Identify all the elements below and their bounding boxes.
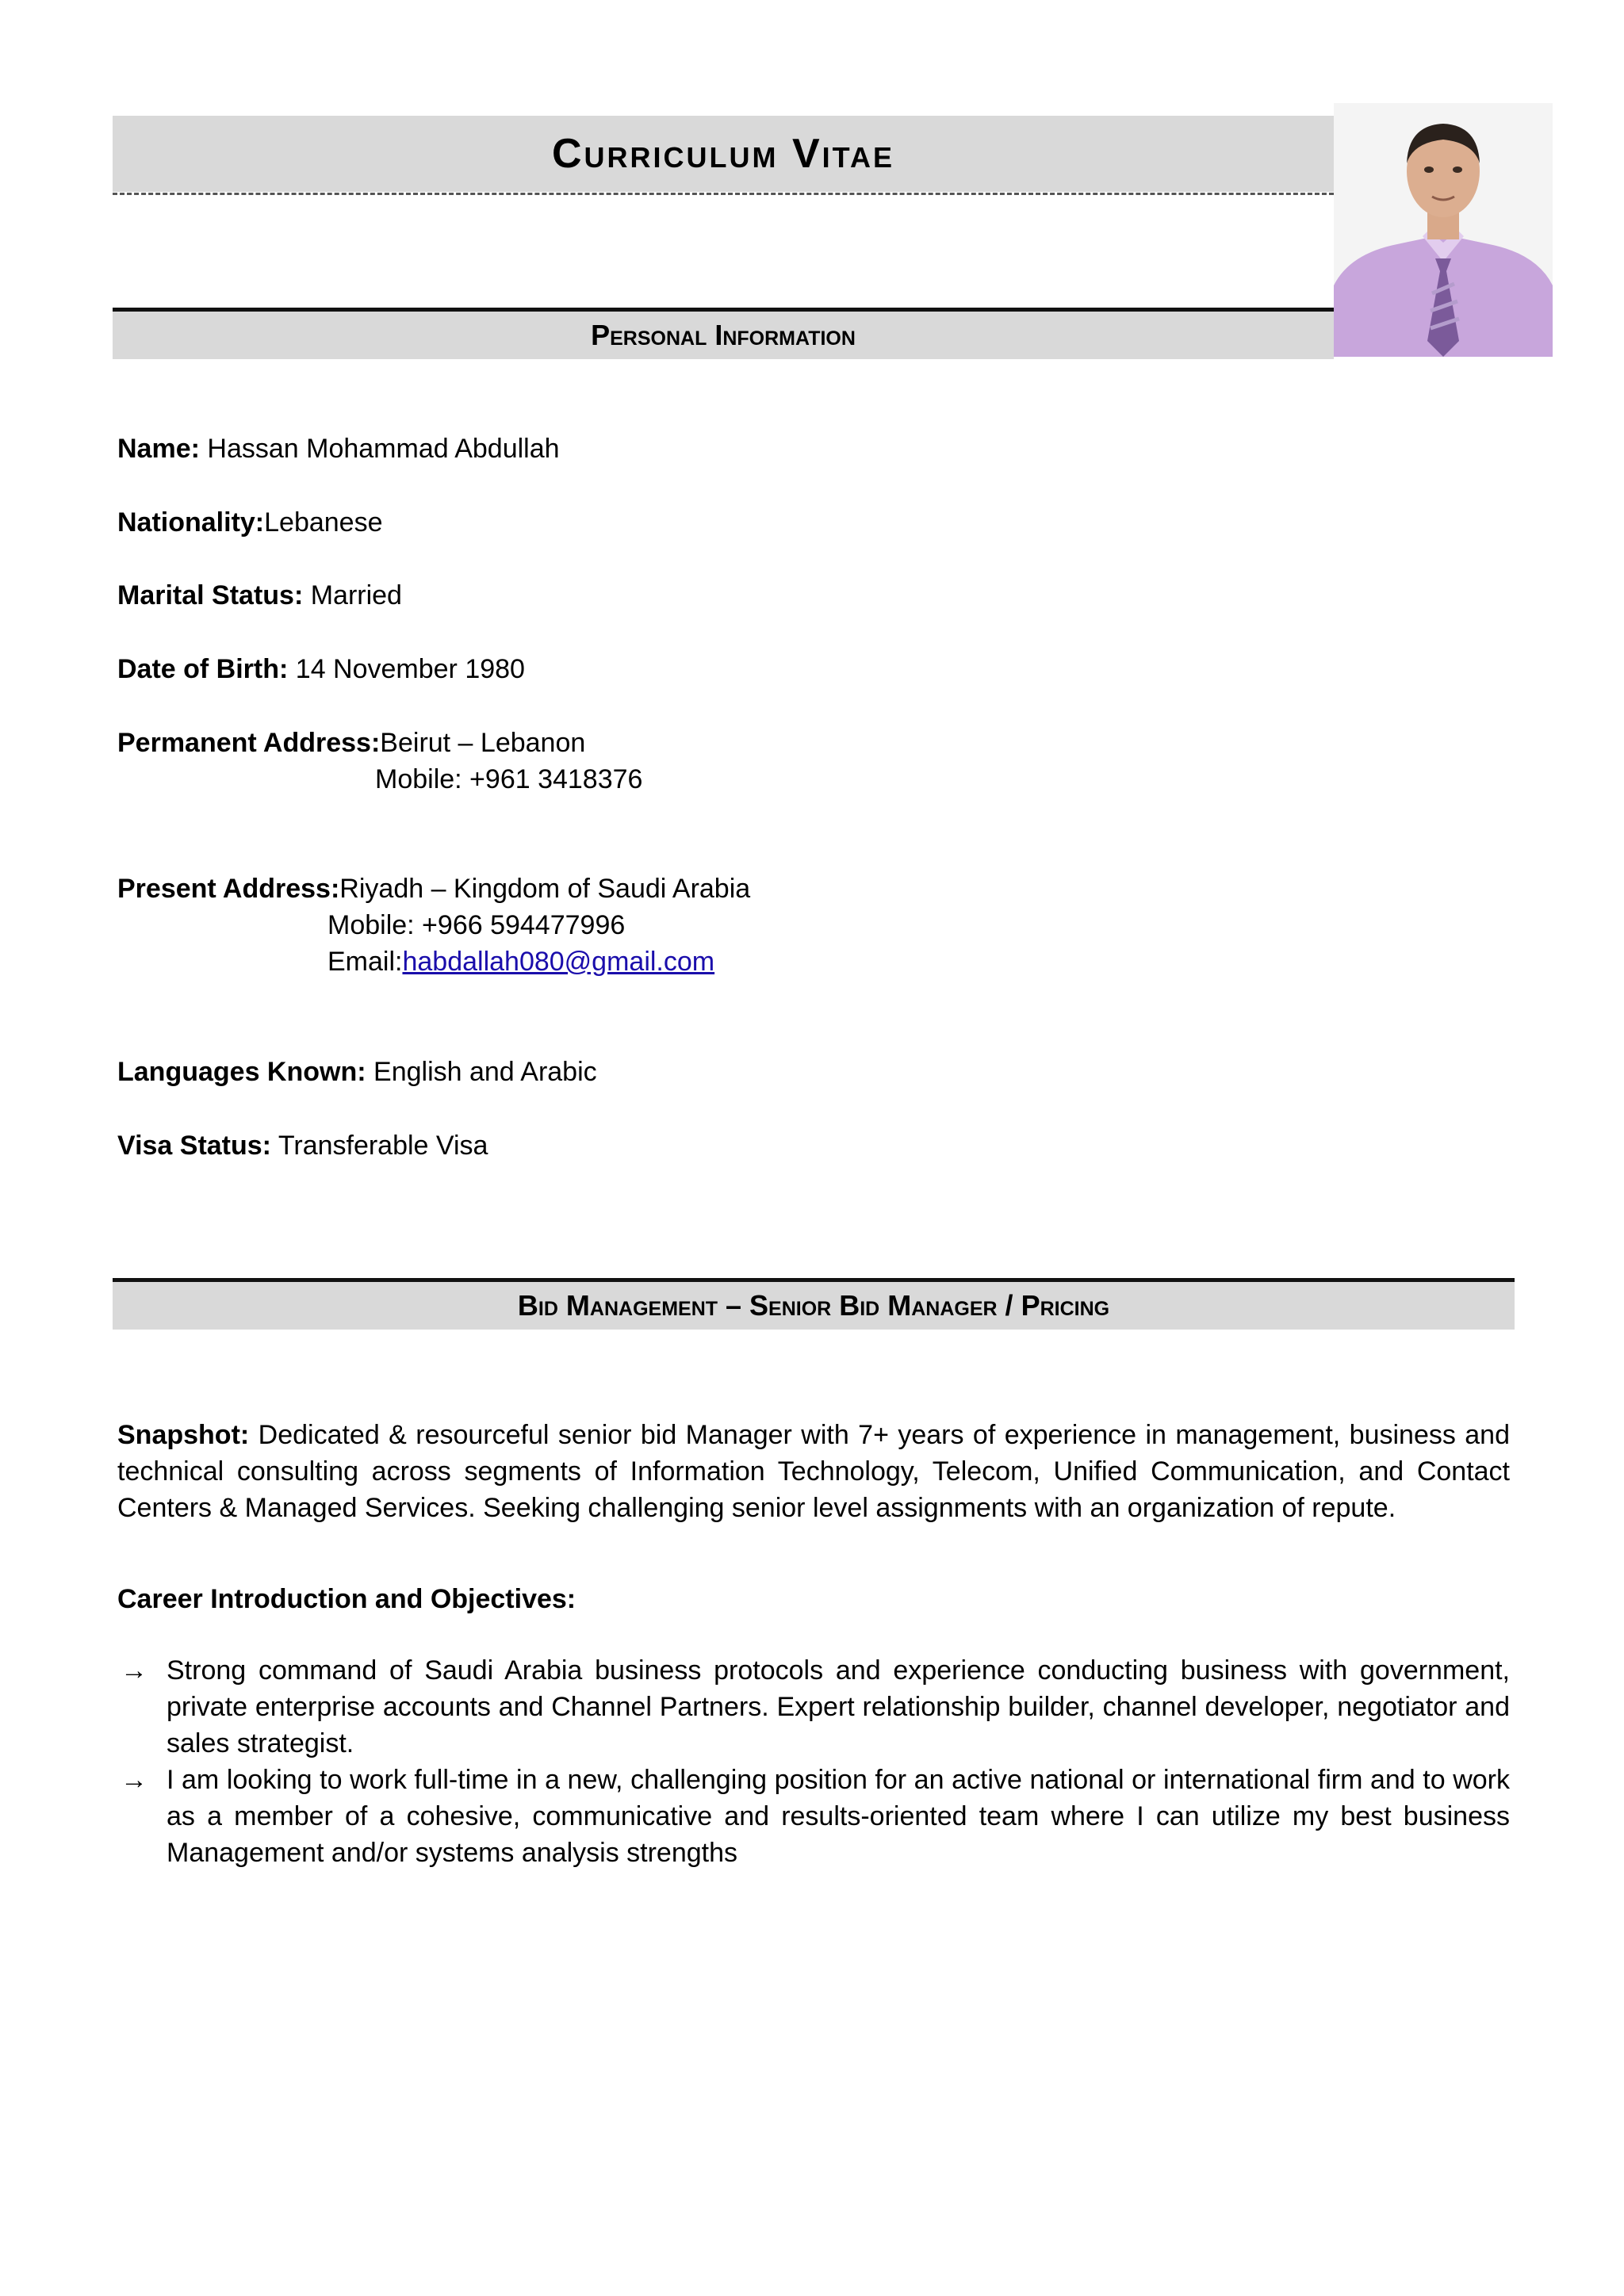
nationality-value: Lebanese — [264, 507, 383, 538]
permanent-address-value: Beirut – Lebanon — [380, 728, 586, 758]
objectives-list — [117, 1652, 1510, 1871]
email-link[interactable]: habdallah080@gmail.com — [402, 947, 715, 977]
title-divider — [113, 193, 1334, 195]
dob-label: Date of Birth: — [117, 654, 289, 684]
section-bid-management — [113, 1278, 1515, 1330]
present-address-value: Riyadh – Kingdom of Saudi Arabia — [339, 874, 751, 904]
permanent-address-row — [117, 725, 585, 761]
email-prefix: Email: — [327, 947, 403, 977]
career-heading — [117, 1581, 576, 1617]
page-title: Curriculum Vitae — [552, 131, 894, 177]
visa-row — [117, 1127, 488, 1164]
section-title: Bid Management – Senior Bid Manager / Pricing — [517, 1289, 1110, 1322]
visa-value: Transferable Visa — [278, 1131, 488, 1161]
profile-photo — [1334, 103, 1553, 357]
list-item — [117, 1762, 1510, 1871]
present-address-row — [117, 871, 750, 907]
dob-row — [117, 651, 525, 687]
nationality-row — [117, 504, 383, 541]
present-mobile: Mobile: +966 594477996 — [327, 910, 626, 940]
snapshot-label: Snapshot: — [117, 1420, 250, 1450]
permanent-mobile: Mobile: +961 3418376 — [375, 764, 643, 794]
name-value: Hassan Mohammad Abdullah — [207, 434, 560, 464]
name-label: Name: — [117, 434, 200, 464]
languages-row — [117, 1054, 597, 1090]
marital-row — [117, 577, 402, 614]
list-item-text: Strong command of Saudi Arabia business protocols and experience conducting business with government, private enterprise accounts and Channel Partners. Expert relationship builder, channel developer, negotiator and sales strategist. — [167, 1655, 1510, 1758]
languages-label: Languages Known: — [117, 1057, 366, 1087]
portrait-image — [1334, 103, 1553, 357]
list-item — [117, 1652, 1510, 1762]
snapshot-paragraph — [117, 1417, 1510, 1526]
marital-label: Marital Status: — [117, 580, 304, 610]
languages-value: English and Arabic — [373, 1057, 597, 1087]
list-item-text: I am looking to work full-time in a new, challenging position for an active national or international firm and to work as a member of a cohesive, communicative and results-oriented team where I can utilize my best business Management and/or systems analysis strengths — [167, 1765, 1510, 1868]
section-title: Personal Information — [591, 319, 856, 351]
permanent-address-label: Permanent Address: — [117, 728, 381, 758]
present-address-label: Present Address: — [117, 874, 340, 904]
section-personal-information — [113, 308, 1334, 359]
visa-label: Visa Status: — [117, 1131, 272, 1161]
arrow-icon: → — [121, 1765, 147, 1795]
email-row — [327, 943, 714, 980]
career-heading-text: Career Introduction and Objectives: — [117, 1584, 576, 1614]
nationality-label: Nationality: — [117, 507, 265, 538]
title-band — [113, 116, 1334, 192]
name-row — [117, 430, 560, 467]
dob-value: 14 November 1980 — [295, 654, 525, 684]
snapshot-text: Dedicated & resourceful senior bid Manager with 7+ years of experience in management, business and technical consulting across segments of Information Technology, Telecom, Unified Communication, and Contact Centers & Managed Services. Seeking challenging senior level assignments with an organization of repute. — [117, 1420, 1510, 1523]
arrow-icon: → — [121, 1655, 147, 1686]
marital-value: Married — [310, 580, 402, 610]
